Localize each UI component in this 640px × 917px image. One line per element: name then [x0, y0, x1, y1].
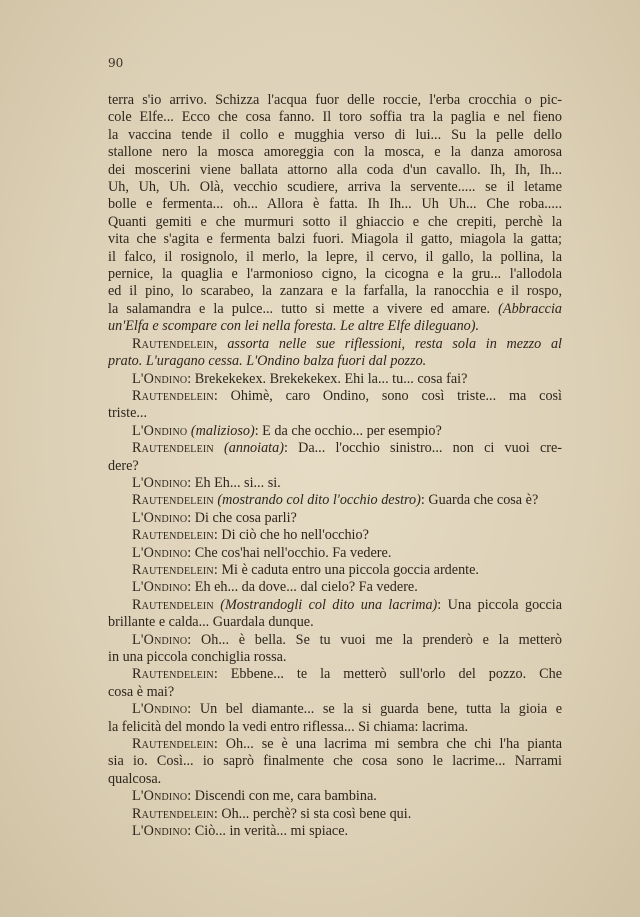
dialogue-text: Ciò... in verità... mi spiace.	[194, 823, 349, 840]
dialogue-text: Discendi con me, cara bambina.	[194, 788, 377, 805]
dialogue-text: : E da che occhio... per esempio?	[254, 422, 442, 439]
dialogue-line	[108, 632, 562, 649]
monologue-paragraph	[108, 92, 562, 336]
speaker-name: L'Ondino	[132, 579, 188, 596]
dialogue-text: Un bel diamante... se la si guarda bene, tutta la gioia e	[199, 701, 562, 718]
speaker-separator: :	[187, 370, 192, 387]
speaker-separator: :	[213, 805, 218, 822]
dialogue-line	[108, 788, 562, 805]
text-line: la vaccina tende il collo e mugghia verso di lui... Su la pelle dello	[108, 126, 562, 143]
stage-direction-block	[108, 336, 562, 371]
speaker-separator: :	[213, 666, 218, 683]
dialogue-line	[108, 666, 562, 683]
stage-direction-line: prato. L'uragano cessa. L'Ondino balza fuori dal pozzo.	[108, 353, 427, 370]
dialogue-continuation: triste...	[108, 405, 148, 422]
dialogue-continuation: sia io. Così... io saprò finalmente che cosa sono le lacrime... Narrami	[108, 753, 562, 770]
speaker-separator: :	[187, 823, 192, 840]
speaker-name: Rautendelein	[132, 736, 214, 753]
text-line: vita che s'agita e fermenta balzi fuori. Miagola il gatto, miagola la gatta;	[108, 231, 562, 248]
dialogue-line	[108, 806, 562, 823]
text-line: il falco, il rosignolo, il merlo, la lepre, il cervo, il gallo, la pollina, la	[108, 248, 562, 265]
speaker-name: Rautendelein	[132, 440, 214, 457]
dialogue-continuation: in una piccola conchiglia rossa.	[108, 649, 287, 665]
dialogue-continuation: cosa è mai?	[108, 683, 175, 700]
speaker-name: Rautendelein	[132, 666, 214, 683]
speaker-name: L'Ondino	[132, 474, 188, 491]
dialogue-text: Eh eh... da dove... dal cielo? Fa vedere.	[194, 579, 418, 596]
dialogue-text: Oh... se è una lacrima mi sembra che chi l'ha pianta	[225, 736, 562, 753]
dialogue-line	[108, 475, 562, 492]
dialogue-continuation: brillante e calda... Guardala dunque.	[108, 614, 314, 631]
speaker-separator: :	[187, 631, 192, 648]
speaker-name: L'Ondino	[132, 370, 188, 387]
dialogue-line	[108, 701, 562, 718]
speaker-name: Rautendelein,	[132, 335, 218, 352]
speaker-name: Rautendelein	[132, 561, 214, 578]
text-line: Quanti gemiti e che murmuri sotto il ghiaccio e che crepiti, perchè la	[108, 213, 562, 230]
dialogue-text: Che cos'hai nell'occhio. Fa vedere.	[194, 544, 392, 561]
dialogue-line	[108, 545, 562, 562]
text-line: stallone nero la mosca amoreggia con la mosca, e la danza amorosa	[108, 144, 562, 161]
dialogue-text: : Guarda che cosa è?	[420, 492, 539, 509]
speaker-separator: :	[187, 474, 192, 491]
text-line: bolle e fermenta... oh... Allora è fatta. Ih Ih... Uh Uh... Che roba.....	[108, 196, 562, 213]
dialogue-line	[108, 371, 562, 388]
speaker-separator: :	[213, 736, 218, 753]
dialogue-text: Oh... perchè? si sta così bene qui.	[221, 805, 412, 822]
speaker-name: Rautendelein	[132, 387, 214, 404]
speaker-separator: :	[213, 561, 218, 578]
dialogue-text: Ebbene... te la metterò sull'orlo del pozzo. Che	[230, 666, 562, 683]
dialogue-text: : Da... l'occhio sinistro... non ci vuoi cre-	[283, 440, 562, 457]
stage-direction: (annoiata)	[224, 440, 284, 457]
dialogue-line	[108, 423, 562, 440]
speaker-name: L'Ondino	[132, 823, 188, 840]
stage-direction: (malizioso)	[190, 422, 255, 439]
speaker-name: Rautendelein	[132, 492, 214, 509]
stage-direction: (Abbraccia	[498, 300, 562, 317]
speaker-separator: :	[213, 387, 218, 404]
speaker-name: L'Ondino	[132, 422, 188, 439]
dialogue-line	[108, 388, 562, 405]
stage-direction: (mostrando col dito l'occhio destro)	[217, 492, 421, 509]
dialogue	[108, 371, 562, 841]
dialogue-line	[108, 527, 562, 544]
dialogue-continuation: qualcosa.	[108, 770, 162, 787]
dialogue-continuation: la felicità del mondo la vedi entro riflessa... Si chiama: lacrima.	[108, 718, 469, 735]
stage-direction: assorta nelle sue riflessioni, resta sola in mezzo al	[227, 335, 562, 352]
text-line	[108, 301, 562, 318]
speaker-name: Rautendelein	[132, 527, 214, 544]
dialogue-text: Mi è caduta entro una piccola goccia ardente.	[221, 561, 479, 578]
speaker-separator: :	[187, 509, 192, 526]
speaker-name: L'Ondino	[132, 788, 188, 805]
dialogue-line	[108, 823, 562, 840]
page-number: 90	[108, 56, 124, 70]
text-line: dei moscerini viene ballata attorno alla coda d'un cavallo. Ih, Ih, Ih...	[108, 161, 562, 178]
dialogue-text: : Una piccola goccia	[437, 596, 562, 613]
dialogue-text: Di ciò che ho nell'occhio?	[221, 527, 369, 544]
text-run: la salamandra e la pulce... tutto si mette a vivere ed amare.	[108, 300, 491, 317]
speaker-separator: :	[187, 701, 192, 718]
dialogue-text: Eh Eh... si... si.	[194, 474, 281, 491]
text-line	[108, 336, 562, 353]
speaker-separator: :	[187, 579, 192, 596]
speaker-name: Rautendelein	[132, 596, 214, 613]
stage-direction-line: un'Elfa e scompare con lei nella foresta. Le altre Elfe dileguano).	[108, 318, 480, 335]
text-line: Uh, Uh, Uh. Olà, vecchio scudiere, arriva la servente..... se il letame	[108, 179, 562, 196]
text-line: terra s'io arrivo. Schizza l'acqua fuor delle roccie, l'erba crocchia o pic-	[108, 92, 562, 108]
speaker-name: L'Ondino	[132, 544, 188, 561]
speaker-separator: :	[213, 527, 218, 544]
text-line: cole Elfe... Ecco che cosa fanno. Il toro soffia tra la paglia e nel fieno	[108, 109, 562, 126]
dialogue-line	[108, 597, 562, 614]
speaker-name: L'Ondino	[132, 509, 188, 526]
text-block	[108, 92, 562, 840]
speaker-name: L'Ondino	[132, 631, 188, 648]
speaker-separator: :	[187, 788, 192, 805]
dialogue-line	[108, 579, 562, 596]
dialogue-text: Brekekekex. Brekekekex. Ehi la... tu... cosa fai?	[194, 370, 468, 387]
text-line: ed il pino, lo scarabeo, la zanzara e la farfalla, la ranocchia e il rospo,	[108, 283, 562, 300]
dialogue-continuation: dere?	[108, 457, 139, 474]
speaker-separator: :	[187, 544, 192, 561]
dialogue-text: Di che cosa parli?	[194, 509, 297, 526]
text-line: pernice, la quaglia e l'armonioso cigno, la cicogna e la gru... l'allodola	[108, 266, 562, 283]
speaker-name: Rautendelein	[132, 805, 214, 822]
stage-direction: (Mostrandogli col dito una lacrima)	[220, 596, 438, 613]
dialogue-text: Ohimè, caro Ondino, sono così triste... ma così	[230, 387, 562, 404]
dialogue-line	[108, 562, 562, 579]
dialogue-line	[108, 440, 562, 457]
dialogue-line	[108, 510, 562, 527]
dialogue-line	[108, 736, 562, 753]
dialogue-line	[108, 492, 562, 509]
dialogue-text: Oh... è bella. Se tu vuoi me la prenderò e la metterò	[201, 631, 562, 648]
speaker-name: L'Ondino	[132, 701, 188, 718]
